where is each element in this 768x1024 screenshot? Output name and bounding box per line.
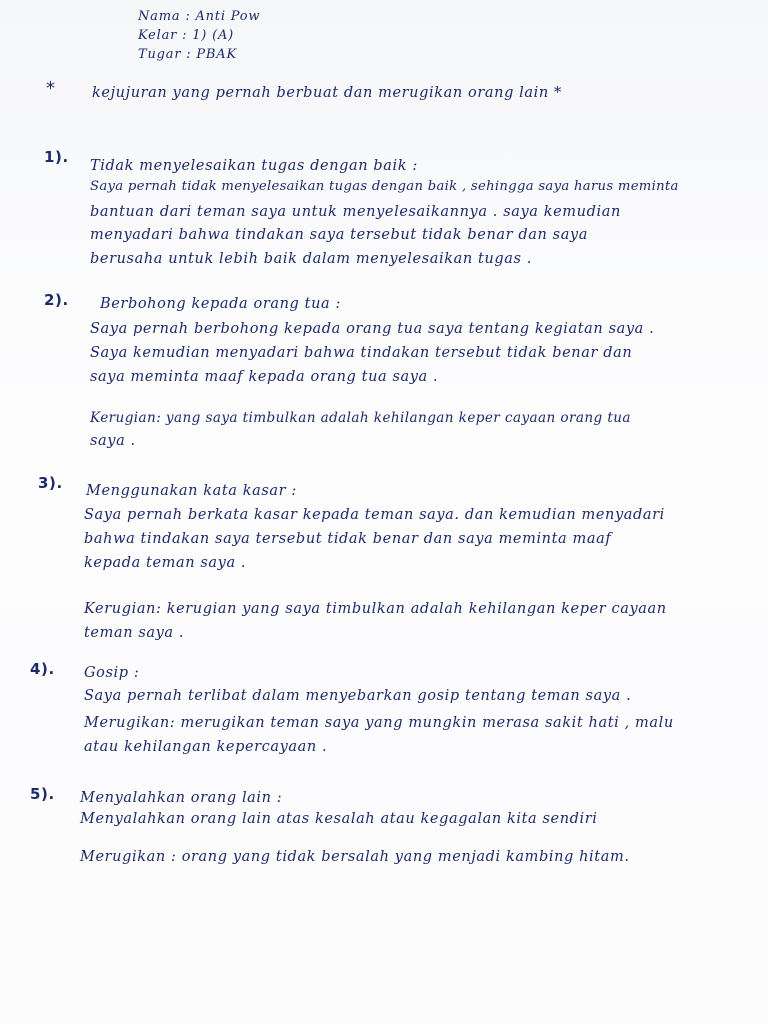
- section-3-line-3: kepada teman saya .: [84, 555, 247, 571]
- section-1-number: 1).: [44, 148, 69, 166]
- section-1-line-1: Saya pernah tidak menyelesaikan tugas dengan baik , sehingga saya harus meminta: [90, 179, 679, 194]
- section-1-line-2: bantuan dari teman saya untuk menyelesaikannya . saya kemudian: [90, 204, 621, 220]
- student-name: Nama : Anti Pow: [138, 9, 261, 24]
- section-4-line-3: atau kehilangan kepercayaan .: [84, 739, 328, 755]
- section-2-loss-line-2: saya .: [90, 433, 136, 449]
- section-4-number: 4).: [30, 660, 55, 678]
- section-1-title: Tidak menyelesaikan tugas dengan baik :: [90, 158, 418, 174]
- section-2-line-2: Saya kemudian menyadari bahwa tindakan tersebut tidak benar dan: [90, 345, 633, 361]
- section-2-line-1: Saya pernah berbohong kepada orang tua saya tentang kegiatan saya .: [90, 321, 655, 337]
- student-class: Kelar : 1) (A): [138, 28, 235, 43]
- section-3-number: 3).: [38, 474, 63, 492]
- section-2-title: Berbohong kepada orang tua :: [100, 296, 341, 312]
- section-5-number: 5).: [30, 785, 55, 803]
- section-3-line-2: bahwa tindakan saya tersebut tidak benar dan saya meminta maaf: [84, 531, 612, 547]
- section-5-title: Menyalahkan orang lain :: [80, 790, 283, 806]
- section-5-line-2: Merugikan : orang yang tidak bersalah yang menjadi kambing hitam.: [80, 849, 630, 865]
- page-heading: kejujuran yang pernah berbuat dan merugikan orang lain *: [92, 85, 562, 101]
- section-1-line-4: berusaha untuk lebih baik dalam menyelesaikan tugas .: [90, 251, 532, 267]
- section-3-loss-line-2: teman saya .: [84, 625, 185, 641]
- section-3-loss-line-1: Kerugian: kerugian yang saya timbulkan adalah kehilangan keper cayaan: [84, 601, 667, 617]
- section-1-line-3: menyadari bahwa tindakan saya tersebut tidak benar dan saya: [90, 227, 588, 243]
- section-2-number: 2).: [44, 291, 69, 309]
- section-3-line-1: Saya pernah berkata kasar kepada teman saya. dan kemudian menyadari: [84, 507, 665, 523]
- section-4-line-1: Saya pernah terlibat dalam menyebarkan gosip tentang teman saya .: [84, 688, 632, 704]
- heading-star: *: [46, 78, 56, 99]
- section-2-loss-line-1: Kerugian: yang saya timbulkan adalah kehilangan keper cayaan orang tua: [90, 410, 631, 426]
- section-4-title: Gosip :: [84, 665, 140, 681]
- section-4-line-2: Merugikan: merugikan teman saya yang mungkin merasa sakit hati , malu: [84, 715, 674, 731]
- section-2-line-3: saya meminta maaf kepada orang tua saya .: [90, 369, 439, 385]
- section-3-title: Menggunakan kata kasar :: [86, 483, 297, 499]
- section-5-line-1: Menyalahkan orang lain atas kesalah atau kegagalan kita sendiri: [80, 811, 598, 827]
- assignment-subject: Tugar : PBAK: [138, 47, 237, 62]
